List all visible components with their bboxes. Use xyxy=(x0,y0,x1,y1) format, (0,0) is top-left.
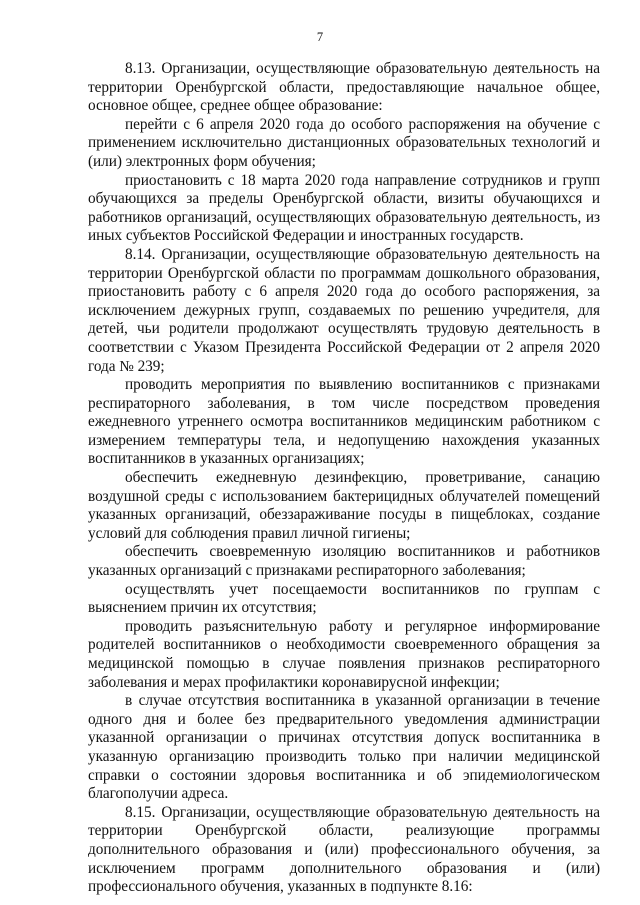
paragraph-8-14: 8.14. Организации, осуществляющие образовательную деятельность на территории Оренбургской области по программам дошкольного образования, приостановить работу с 6 апреля 2020 года до особого распоряжения, за исключением дежурных групп, создаваемых по решению учредителя, для детей, чьи родители продолжают осуществлять трудовую деятельность в соответствии с Указом Президента Российской Федерации от 2 апреля 2020 года № 239; xyxy=(88,245,600,375)
paragraph-disinfection: обеспечить ежедневную дезинфекцию, проветривание, санацию воздушной среды с использованием бактерицидных облучателей помещений указанных организаций, обеззараживание посуды в пищеблоках, создание условий для соблюдения правил личной гигиены; xyxy=(88,469,600,542)
page-number: 7 xyxy=(316,30,324,44)
paragraph-absence-admission: в случае отсутствия воспитанника в указанной организации в течение одного дня и более без предварительного уведомления администрации указанной организации о причинах отсутствия допуск воспитанника в указанную организацию производить только при наличии медицинской справки о состоянии здоровья воспитанника и об эпидемиологическом благополучии адреса. xyxy=(88,692,600,803)
paragraph-attendance: осуществлять учет посещаемости воспитанников по группам с выяснением причин их отсутствия; xyxy=(88,580,600,617)
paragraph-parent-outreach: проводить разъяснительную работу и регулярное информирование родителей воспитанников о необходимости своевременного обращения за медицинской помощью в случае появления признаков респираторного заболевания и мерах профилактики коронавирусной инфекции; xyxy=(88,617,600,691)
paragraph-detect-illness: проводить мероприятия по выявлению воспитанников с признаками респираторного заболевания, в том числе посредством проведения ежедневного утреннего осмотра воспитанников медицинским работником с измерением температуры тела, и недопущению нахождения указанных воспитанников в указанных организациях; xyxy=(88,376,600,468)
paragraph-8-15: 8.15. Организации, осуществляющие образовательную деятельность на территории Оренбургской области, реализующие программы дополнительного образования и (или) профессионального обучения, за исключением программ дополнительного образования и (или) профессионального обучения, указанных в подпункте 8.16: xyxy=(88,803,600,896)
paragraph-8-13: 8.13. Организации, осуществляющие образовательную деятельность на территории Оренбургской области, предоставляющие начальное общее, основное общее, среднее общее образование: xyxy=(88,60,600,115)
paragraph-distance-learning: перейти с 6 апреля 2020 года до особого распоряжения на обучение с применением исключительно дистанционных образовательных технологий и (или) электронных форм обучения; xyxy=(88,115,600,170)
paragraph-isolation: обеспечить своевременную изоляцию воспитанников и работников указанных организаций с признаками респираторного заболевания; xyxy=(88,543,600,580)
document-body xyxy=(88,60,600,897)
paragraph-suspend-trips: приостановить с 18 марта 2020 года направление сотрудников и групп обучающихся за пределы Оренбургской области, визиты обучающихся и работников организаций, осуществляющих образовательную деятельность, из иных субъектов Российской Федерации и иностранных государств. xyxy=(88,171,600,245)
